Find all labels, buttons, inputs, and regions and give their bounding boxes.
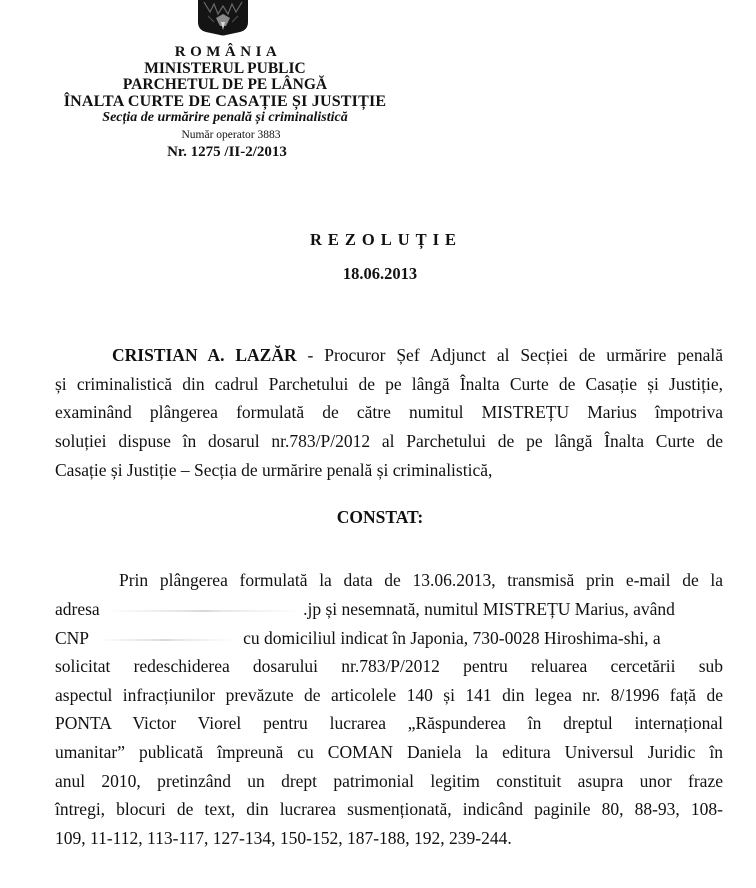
office-name: PARCHETUL DE PE LÂNGĂ (122, 76, 328, 94)
constat-line-7: umanitar” publicată împreună cu COMAN Daniela la editura Universul Juridic în (55, 742, 723, 762)
coat-of-arms-icon (196, 0, 250, 36)
operator-number: Număr operator 3883 (181, 128, 281, 141)
constat-line-2 (55, 598, 723, 620)
country-name: ROMÂNIA (174, 44, 282, 60)
registration-number: Nr. 1275 /II-2/2013 (167, 143, 287, 160)
domicile-text: cu domiciliul indicat în Japonia, 730-0028 Hiroshima-shi, a (243, 628, 661, 648)
constat-heading: CONSTAT: (336, 507, 424, 527)
prosecutor-title: - Procuror Șef Adjunct al Secției de urmărire penală (296, 345, 723, 365)
court-name: ÎNALTA CURTE DE CASAȚIE ȘI JUSTIȚIE (63, 92, 387, 110)
intro-line-5: Casație și Justiție – Secția de urmărire penală și criminalistică, (55, 460, 493, 480)
institution-header (40, 44, 410, 160)
redacted-email (106, 610, 301, 612)
redacted-cnp (96, 639, 236, 641)
prosecutor-name: CRISTIAN A. LAZĂR (112, 345, 297, 365)
section-name: Secția de urmărire penală și criminalistică (102, 110, 348, 126)
document-date: 18.06.2013 (342, 264, 418, 283)
cnp-label: CNP (55, 628, 89, 648)
document-title: REZOLUȚIE (309, 230, 463, 249)
ministry-name: MINISTERUL PUBLIC (144, 59, 306, 77)
intro-line-2: și criminalistică din cadrul Parchetului de pe lângă Înalta Curte de Casație și Justiție, (55, 374, 723, 394)
address-tail: .jp și nesemnată, numitul MISTREȚU Marius, având (303, 599, 675, 619)
constat-line-1: Prin plângerea formulată la data de 13.06.2013, transmisă prin e-mail de la (119, 570, 723, 590)
intro-line-1 (55, 344, 723, 366)
address-label: adresa (55, 599, 100, 619)
intro-line-3: examinând plângerea formulată de către numitul MISTREȚU Marius împotriva (55, 402, 723, 422)
constat-line-9: întregi, blocuri de text, din lucrarea susmenționată, indicând paginile 80, 88-93, 108- (55, 799, 723, 819)
constat-line-6: PONTA Victor Viorel pentru lucrarea „Răspunderea în dreptul internațional (55, 713, 723, 733)
constat-line-10: 109, 11-112, 113-117, 127-134, 150-152, 187-188, 192, 239-244. (55, 828, 512, 848)
intro-line-4: soluției dispuse în dosarul nr.783/P/2012 al Parchetului de pe lângă Înalta Curte de (55, 431, 723, 451)
constat-line-8: anul 2010, pretinzând un drept patrimonial legitim constituit asupra unor fraze (55, 771, 723, 791)
constat-line-5: aspectul infracțiunilor prevăzute de articolele 140 și 141 din legea nr. 8/1996 față de (55, 685, 723, 705)
constat-line-4: solicitat redeschiderea dosarului nr.783/P/2012 pentru reluarea cercetării sub (55, 656, 723, 676)
constat-line-3 (55, 627, 723, 649)
